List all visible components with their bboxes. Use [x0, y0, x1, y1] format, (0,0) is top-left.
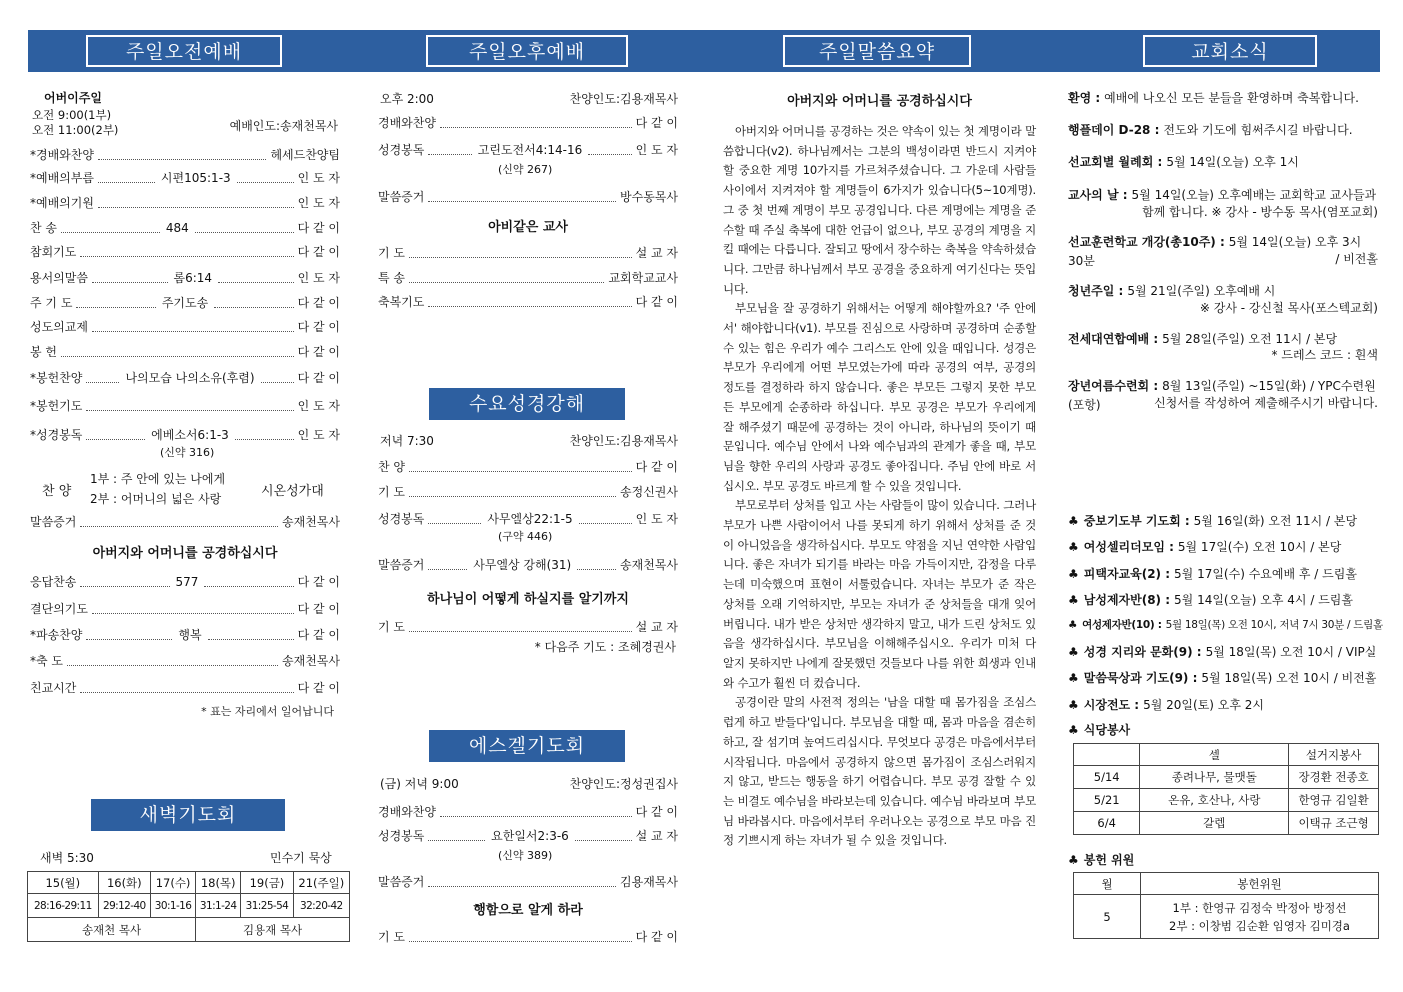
summary-body: [723, 122, 1036, 851]
item-label: *예배의부름: [30, 171, 94, 185]
item-label: 찬 양: [378, 460, 405, 474]
news-text: 8월 13일(주일) ~15일(화) / YPC수련원(포항): [1068, 379, 1376, 412]
dawn-day: 17(수): [151, 872, 196, 894]
leader-dots: [76, 307, 155, 308]
item-detail: 에베소서6:1-3: [151, 428, 229, 442]
schedule-label: 성경 지리와 문화(9) :: [1083, 645, 1202, 659]
ezekiel-title2: 행함으로 알게 하라: [473, 903, 583, 918]
item-detail: 행복: [178, 628, 202, 642]
item-label: 축복기도: [378, 295, 425, 309]
item-person: 다 같 이: [635, 295, 678, 309]
offering-line-2: 2부 : 이창범 김순환 임영자 김미경a: [1169, 918, 1350, 933]
item-person: 다 같 이: [297, 320, 340, 334]
schedule-item: [1068, 643, 1376, 660]
leader-dots: [67, 665, 278, 666]
schedule-item: [1068, 538, 1341, 555]
order-item: [378, 268, 678, 288]
morning-service: [30, 85, 340, 725]
schedule-label: 피택자교육(2) :: [1083, 567, 1171, 581]
leader-dots: [80, 526, 278, 527]
item-label: 친교시간: [30, 681, 77, 695]
schedule-item: [1068, 565, 1357, 582]
news-label: 선교회별 월례회 :: [1068, 155, 1163, 169]
item-detail: 나의모습 나의소유(후렴): [125, 371, 255, 385]
leader-dots: [440, 127, 632, 128]
offering-title-text: 봉헌 위원: [1083, 853, 1135, 867]
news-text-2: ※ 강사 - 강신철 목사(포스텍교회): [1199, 301, 1378, 315]
offering-title: [1068, 851, 1134, 868]
meal-header: 셀: [1140, 744, 1289, 766]
dawn-pastor-2: 김용재 목사: [196, 918, 350, 942]
leader-dots: [409, 471, 632, 472]
item-person: 교회학교교사: [608, 271, 678, 285]
schedule-text: 5월 17일(수) 수요예배 후 / 드림홀: [1174, 567, 1357, 581]
schedule-label: 말씀묵상과 기도(9) :: [1083, 671, 1198, 685]
schedule-item: [1068, 696, 1264, 713]
schedule-text: 5월 18일(목) 오전 10시, 저녁 7시 30분 / 드림홀: [1165, 619, 1383, 631]
item-detail: 484: [165, 221, 189, 235]
sermon-row: [378, 187, 678, 207]
dawn-day: 18(목): [196, 872, 241, 894]
news-label: 장년여름수련회 :: [1068, 379, 1159, 393]
order-item: [30, 425, 340, 445]
meal-date: 6/4: [1074, 812, 1140, 835]
item-label: 특 송: [378, 271, 405, 285]
leader-dots: [208, 639, 294, 640]
dawn-verse: 30:1-16: [151, 894, 196, 918]
order-item: [378, 802, 678, 822]
news-text: 5월 14일(오늘) 오후 3시 30분: [1068, 235, 1362, 268]
schedule-text: 5월 14일(오늘) 오후 4시 / 드림홀: [1174, 593, 1353, 607]
news-text: 5월 14일(오늘) 오후 1시: [1166, 155, 1299, 169]
item-person: 설 교 자: [635, 620, 678, 634]
scripture-page: (신약 316): [160, 446, 215, 459]
ezekiel-title: 에스겔기도회: [429, 730, 625, 762]
club-icon: ♣: [1068, 645, 1079, 659]
club-icon: ♣: [1068, 698, 1079, 712]
leader-dots: [409, 631, 632, 632]
order-item: [30, 342, 340, 362]
item-person: 김용재목사: [620, 875, 678, 889]
item-person: 다 같 이: [635, 460, 678, 474]
news-text-2: 함께 합니다. ※ 강사 - 방수동 목사(염포교회): [1142, 205, 1378, 219]
item-person: 인 도 자: [297, 196, 340, 210]
news-text: 5월 21일(주일) 오후예배 시: [1127, 284, 1276, 298]
news-text: 5월 14일(오늘) 오후예배는 교회학교 교사들과: [1131, 188, 1377, 202]
anthem-label: 찬 양: [42, 484, 72, 499]
leader-dots: [428, 886, 616, 887]
ezekiel-time: (금) 저녁 9:00: [380, 777, 459, 791]
item-label: 기 도: [378, 620, 405, 634]
sermon-row: [378, 555, 678, 575]
dawn-verse: 32:20-42: [293, 894, 349, 918]
leader-dots: [195, 232, 294, 233]
item-label: *성경봉독: [30, 428, 83, 442]
scripture-page: (신약 389): [498, 849, 553, 862]
club-icon: ♣: [1068, 619, 1078, 631]
news-item: [1068, 153, 1380, 172]
item-label: *파송찬양: [30, 628, 83, 642]
dawn-day: 15(월): [28, 872, 99, 894]
item-label: 기 도: [378, 930, 405, 944]
leader-dots: [86, 439, 145, 440]
dawn-time: 새벽 5:30: [40, 851, 94, 865]
order-item: [30, 317, 340, 337]
leader-dots: [235, 439, 294, 440]
leader-dots: [428, 201, 616, 202]
leader-dots: [80, 256, 293, 257]
wednesday-time: 저녁 7:30: [380, 434, 434, 448]
item-label: 결단의기도: [30, 602, 88, 616]
leader-dots: [214, 307, 293, 308]
header-sunday-morning: 주일오전예배: [86, 35, 282, 67]
item-person: 인 도 자: [297, 428, 340, 442]
item-person: 다 같 이: [635, 116, 678, 130]
schedule-item: [1068, 617, 1383, 632]
order-item: [30, 625, 340, 645]
club-icon: ♣: [1068, 540, 1079, 554]
meal-row: [1074, 812, 1379, 835]
anthem-2: 2부 : 어머니의 넓은 사랑: [90, 492, 222, 506]
item-label: 봉 헌: [30, 345, 57, 359]
leader-dots: [61, 232, 160, 233]
leader-dots: [409, 496, 616, 497]
item-person: 송재천목사: [282, 515, 340, 529]
club-icon: ♣: [1068, 567, 1079, 581]
header-sermon-summary: 주일말씀요약: [783, 35, 971, 67]
ezekiel-leader: 찬양인도:정성권집사: [569, 777, 678, 791]
leader-dots: [98, 182, 155, 183]
leader-dots: [588, 154, 631, 155]
order-item: [378, 292, 678, 312]
schedule-label: 남성제자반(8) :: [1083, 593, 1171, 607]
leader-dots: [575, 840, 632, 841]
schedule-label: 여성셀리더모임 :: [1083, 540, 1174, 554]
item-label: *축 도: [30, 654, 63, 668]
item-detail: 주기도송: [161, 296, 209, 310]
item-person: 다 같 이: [635, 930, 678, 944]
dawn-verse: 31:1-24: [196, 894, 241, 918]
schedule-label: 시장전도 :: [1083, 698, 1140, 712]
item-detail: 롬6:14: [173, 271, 213, 285]
dawn-verse: 29:12-40: [98, 894, 150, 918]
item-label: 용서의말씀: [30, 271, 88, 285]
meal-cell: 온유, 호산나, 사랑: [1140, 789, 1289, 812]
meal-title-text: 식당봉사: [1083, 723, 1131, 737]
order-item: [30, 293, 340, 313]
wednesday-leader: 찬양인도:김용재목사: [569, 434, 678, 448]
leader-dots: [61, 356, 294, 357]
item-person: 인 도 자: [635, 143, 679, 157]
leader-dots: [98, 207, 294, 208]
leader-dots: [440, 816, 632, 817]
item-person: 설 교 자: [635, 246, 678, 260]
item-label: 경배와찬양: [378, 116, 436, 130]
order-item: [378, 140, 678, 160]
item-person: 설 교 자: [635, 829, 678, 843]
news-item: [1068, 89, 1380, 108]
item-label: 말씀증거: [378, 558, 425, 572]
club-icon: ♣: [1068, 671, 1079, 685]
schedule-text: 5월 20일(토) 오후 2시: [1143, 698, 1265, 712]
news-label: 청년주일 :: [1068, 284, 1124, 298]
order-item: [378, 617, 678, 637]
sermon-row: [30, 512, 340, 532]
leader-dots: [577, 569, 616, 570]
item-label: *경배와찬양: [30, 148, 94, 162]
news-text-2: * 드레스 코드 : 흰색: [1271, 348, 1378, 362]
leader-dots: [428, 523, 481, 524]
item-person: 인 도 자: [635, 512, 678, 526]
club-icon: ♣: [1068, 723, 1079, 737]
item-detail: 요한일서2:3-6: [491, 829, 569, 843]
offering-header-month: 월: [1074, 873, 1141, 895]
club-icon: ♣: [1068, 593, 1079, 607]
meal-date: 5/21: [1074, 789, 1140, 812]
item-label: 경배와찬양: [378, 805, 436, 819]
meal-date: 5/14: [1074, 766, 1140, 789]
news-text: 예배에 나오신 모든 분들을 환영하며 축복합니다.: [1104, 91, 1359, 105]
sermon-row: [378, 872, 678, 892]
dawn-verse: 31:25-54: [241, 894, 293, 918]
anthem-choir: 시온성가대: [261, 484, 324, 499]
item-person: 송재천목사: [282, 654, 340, 668]
leader-dots: [428, 840, 485, 841]
item-label: *봉헌기도: [30, 399, 83, 413]
dawn-title: 새벽기도회: [91, 799, 285, 831]
item-label: 말씀증거: [378, 190, 425, 204]
leader-dots: [98, 159, 266, 160]
meal-table: [1073, 743, 1379, 835]
summary-paragraph: 부모로부터 상처를 입고 사는 사람들이 많이 있습니다. 그러나 부모가 나쁜 사람이어서 나를 못되게 하기 위해서 상처를 준 것이 아니었음을 생각하십시다. 부모도 약점을 지닌 연약한 사람입니다. 좋은 자녀가 되기를 바라는 마음 가득이지만, 감정을 다루는데 미숙했으며 표현이 서툴렀습니다. 자녀는 부모가 준 작은 상처를 오래 기억하지만, 부모는 자녀가 준 상처들을 대개 잊어버립니다. 내가 받은 상처만 생각하지 말고, 내가 드린 상처도 있음을 생각하십시다. 부모님을 이해해주십시오. 우리가 미처 다 알지 못하지만 나에게 잘못했던 것들보다 나를 위한 희생과 인내와 수고가 훨씬 더 컸습니다.: [723, 498, 1036, 690]
order-item: [30, 242, 340, 262]
order-item: [378, 826, 678, 846]
meal-header: 설거지봉사: [1289, 744, 1379, 766]
item-label: 성경봉독: [378, 512, 425, 526]
order-item: [30, 651, 340, 671]
order-item: [30, 145, 340, 165]
item-detail: 사무엘상 강해(31): [473, 558, 572, 572]
afternoon-title: 아비같은 교사: [488, 220, 568, 235]
order-item: [30, 599, 340, 619]
leader-dots: [428, 306, 631, 307]
item-label: 기 도: [378, 246, 405, 260]
news-text: 전도와 기도에 힘써주시길 바랍니다.: [1163, 123, 1353, 137]
offering-month: 5: [1074, 895, 1141, 939]
item-person: 헤세드찬양팀: [270, 148, 340, 162]
order-item: [30, 368, 340, 388]
wednesday-title2: 하나님이 어떻게 하실지를 알기까지: [427, 592, 629, 607]
meal-row: [1074, 789, 1379, 812]
item-person: 인 도 자: [297, 171, 341, 185]
dawn-pastor-1: 송재천 목사: [28, 918, 196, 942]
dawn-verse: 28:16-29:11: [28, 894, 99, 918]
leader-dots: [428, 154, 471, 155]
club-icon: ♣: [1068, 853, 1079, 867]
summary-paragraph: 부모님을 잘 공경하기 위해서는 어떻게 해야할까요? '주 안에서' 해야합니다(v1). 부모를 진심으로 사랑하며 공경하며 순종할 수 있는 힘은 우리가 예수 그리스도 안에 있을 때입니다. 성경은 부모가 우리에게 어떤 부모였는가에 따라 공경의 여부, 공경의 정도를 결정하라 하지 않습니다. 좋은 부모든 그렇지 못한 부모든 부모에게 순종하라 하십니다. 부모 공경은 부모가 우리에게 잘 해주셨기 때문에 공경하는 것이 아니라, 하나님의 뜻이기 때문입니다. 예수님 안에서 나와 예수님과의 관계가 좋을 때, 부모님을 향한 우리의 사랑과 공경도 좋아집니다. 주님 안에 바로 서십시오. 부모 공경도 바르게 할 수 있을 것입니다.: [723, 301, 1036, 493]
schedule-label: 중보기도부 기도회 :: [1083, 514, 1190, 528]
header-sunday-afternoon: 주일오후예배: [426, 35, 628, 67]
item-person: 다 같 이: [297, 345, 340, 359]
item-label: *예배의기원: [30, 196, 94, 210]
leader-dots: [80, 586, 169, 587]
schedule-label: 여성제자반(10) :: [1082, 619, 1162, 631]
order-item: [378, 509, 678, 529]
schedule-text: 5월 17일(수) 오전 10시 / 본당: [1177, 540, 1342, 554]
order-item: [30, 193, 340, 213]
order-item: [378, 113, 678, 133]
next-prayer: * 다음주 기도 : 조혜경권사: [534, 640, 676, 654]
dawn-day: 21(주일): [293, 872, 349, 894]
leader-dots: [428, 569, 467, 570]
item-person: 다 같 이: [297, 575, 340, 589]
leader-dots: [409, 941, 632, 942]
news-label: 환영 :: [1068, 91, 1101, 105]
meal-dish: 이택규 조근형: [1289, 812, 1379, 835]
news-label: 행플데이 D-28 :: [1068, 123, 1160, 137]
order-item: [378, 482, 678, 502]
item-person: 다 같 이: [297, 602, 340, 616]
meal-header: [1074, 744, 1140, 766]
news-label: 교사의 날 :: [1068, 188, 1128, 202]
anthem-1: 1부 : 주 안에 있는 나에게: [90, 472, 226, 486]
schedule-item: [1068, 591, 1353, 608]
leader-dots: [92, 331, 294, 332]
order-item: [30, 268, 340, 288]
summary-paragraph: 아버지와 어머니를 공경하는 것은 약속이 있는 첫 계명이라 말씀합니다(v2). 하나님께서는 그분의 백성이라면 반드시 지켜야할 중요한 계명 10가지를 가르쳐주셨습니다. 그 가운데 사람들 사이에서 지켜져야 할 계명들이 6가지가 있습니다(5~10계명). 그 중 첫 번째 계명이 부모 공경입니다. 다른 계명에는 계명을 준수할 때 주실 축복에 대한 언급이 없으나, 부모 공경의 계명을 지킬 때에는 다릅니다. 잘되고 땅에서 장수하는 축복을 약속하셨습니다. 그만큼 하나님께서 부모 공경을 중요하게 여기신다는 뜻입니다.: [723, 124, 1036, 296]
item-label: 성도의교제: [30, 320, 88, 334]
order-item: [378, 243, 678, 263]
service-time-2: 오전 11:00(2부): [32, 123, 119, 137]
item-label: 참회기도: [30, 245, 77, 259]
item-detail: 시편105:1-3: [160, 171, 231, 185]
leader-dots: [218, 282, 294, 283]
scripture-page: (신약 267): [498, 163, 553, 176]
item-detail: 577: [175, 575, 199, 589]
order-item: [30, 218, 340, 238]
leader-dots: [204, 586, 293, 587]
wednesday-title: 수요성경강해: [429, 388, 625, 420]
item-person: 다 같 이: [297, 221, 340, 235]
offering-header-members: 봉헌위원: [1141, 873, 1379, 895]
meal-cell: 갈렙: [1140, 812, 1289, 835]
leader-dots: [86, 382, 119, 383]
item-label: 성경봉독: [378, 829, 425, 843]
offering-table: [1073, 872, 1379, 939]
leader-dots: [409, 282, 604, 283]
order-item: [30, 396, 340, 416]
meal-cell: 종려나무, 물맷돌: [1140, 766, 1289, 789]
item-person: 인 도 자: [297, 399, 340, 413]
schedule-text: 5월 16일(화) 오전 11시 / 본당: [1193, 514, 1358, 528]
schedule-item: [1068, 512, 1357, 529]
sermon-title: 아버지와 어머니를 공경하십시다: [92, 546, 278, 561]
leader-dots: [237, 182, 294, 183]
news-item: [1068, 121, 1380, 140]
item-person: 다 같 이: [297, 245, 340, 259]
item-person: 다 같 이: [297, 628, 340, 642]
summary-title: 아버지와 어머니를 공경하십시다: [787, 94, 972, 109]
leader-dots: [409, 257, 632, 258]
leader-dots: [86, 410, 293, 411]
leader-dots: [86, 639, 172, 640]
meal-row: [1074, 766, 1379, 789]
order-item: [30, 168, 340, 188]
item-label: 말씀증거: [30, 515, 77, 529]
meal-dish: 한영규 김일환: [1289, 789, 1379, 812]
news-text: 5월 28일(주일) 오전 11시 / 본당: [1162, 332, 1338, 346]
service-time-1: 오전 9:00(1부): [32, 108, 112, 122]
dawn-day: 19(금): [241, 872, 293, 894]
scripture-page: (구약 446): [498, 530, 553, 543]
item-label: 주 기 도: [30, 296, 73, 310]
meal-title: [1068, 721, 1130, 738]
column-two: [378, 85, 678, 955]
meal-dish: 장경환 전종호: [1289, 766, 1379, 789]
leader-dots: [261, 382, 294, 383]
news-label: 선교훈련학교 개강(총10주) :: [1068, 235, 1225, 249]
schedule-item: [1068, 669, 1376, 686]
item-label: 성경봉독: [378, 143, 425, 157]
item-label: 말씀증거: [378, 875, 425, 889]
news-label: 전세대연합예배 :: [1068, 332, 1159, 346]
header-church-news: 교회소식: [1143, 35, 1317, 67]
item-person: 송정신권사: [620, 485, 678, 499]
item-label: 응답찬송: [30, 575, 77, 589]
leader-dots: [579, 523, 632, 524]
item-person: 다 같 이: [297, 296, 340, 310]
leader-dots: [80, 692, 293, 693]
afternoon-time: 오후 2:00: [380, 92, 434, 106]
item-detail: 사무엘상22:1-5: [487, 512, 573, 526]
club-icon: ♣: [1068, 514, 1079, 528]
order-item: [30, 678, 340, 698]
item-person: 다 같 이: [297, 371, 341, 385]
schedule-text: 5월 18일(목) 오전 10시 / VIP실: [1205, 645, 1377, 659]
news-text-2: / 비전홀: [1335, 252, 1378, 266]
service-leader: 예배인도:송재천목사: [229, 119, 338, 133]
order-item: [30, 572, 340, 592]
offering-line-1: 1부 : 한영규 김정숙 박정아 방정선: [1172, 900, 1347, 915]
standing-note: * 표는 자리에서 일어납니다: [201, 705, 334, 718]
afternoon-leader: 찬양인도:김용재목사: [569, 92, 678, 106]
item-person: 방수동목사: [620, 190, 678, 204]
item-person: 다 같 이: [297, 681, 340, 695]
item-label: 찬 송: [30, 221, 57, 235]
item-person: 다 같 이: [635, 805, 678, 819]
schedule-text: 5월 18일(목) 오전 10시 / 비전홀: [1201, 671, 1377, 685]
dawn-leader: 민수기 묵상: [270, 851, 332, 865]
dawn-table: [27, 871, 350, 942]
leader-dots: [92, 282, 168, 283]
summary-paragraph: 공경이란 말의 사전적 정의는 '남을 대할 때 몸가짐을 조심스럽게 하고 받들다'입니다. 부모님을 대할 때, 몸과 마음을 겸손히 하고, 잘 섬기며 높여드리십시다. 무엇보다 공경은 마음에서부터 시작됩니다. 마음에서 공경하지 않으면 몸가짐이 조심스러워지지 않고, 받드는 행동을 하기 어렵습니다. 부모 공경 잘할 수 있는 비결도 예수님을 바라보는데 있습니다. 예수님 바라보며 부모님 바라봅시다. 마음에서부터 우러나오는 공경으로 부모 마음 진정 기쁘시게 하는 자녀가 될 수 있을 것입니다.: [723, 695, 1036, 848]
item-detail: 고린도전서4:14-16: [477, 143, 583, 157]
item-person: 인 도 자: [297, 271, 341, 285]
dawn-day: 16(화): [98, 872, 150, 894]
item-label: *봉헌찬양: [30, 371, 83, 385]
order-item: [378, 457, 678, 477]
service-theme: 어버이주일: [44, 91, 102, 105]
order-item: [378, 927, 678, 947]
news-text-2: 신청서를 작성하여 제출해주시기 바랍니다.: [1154, 396, 1378, 410]
item-label: 기 도: [378, 485, 405, 499]
leader-dots: [92, 613, 294, 614]
item-person: 송재천목사: [620, 558, 678, 572]
